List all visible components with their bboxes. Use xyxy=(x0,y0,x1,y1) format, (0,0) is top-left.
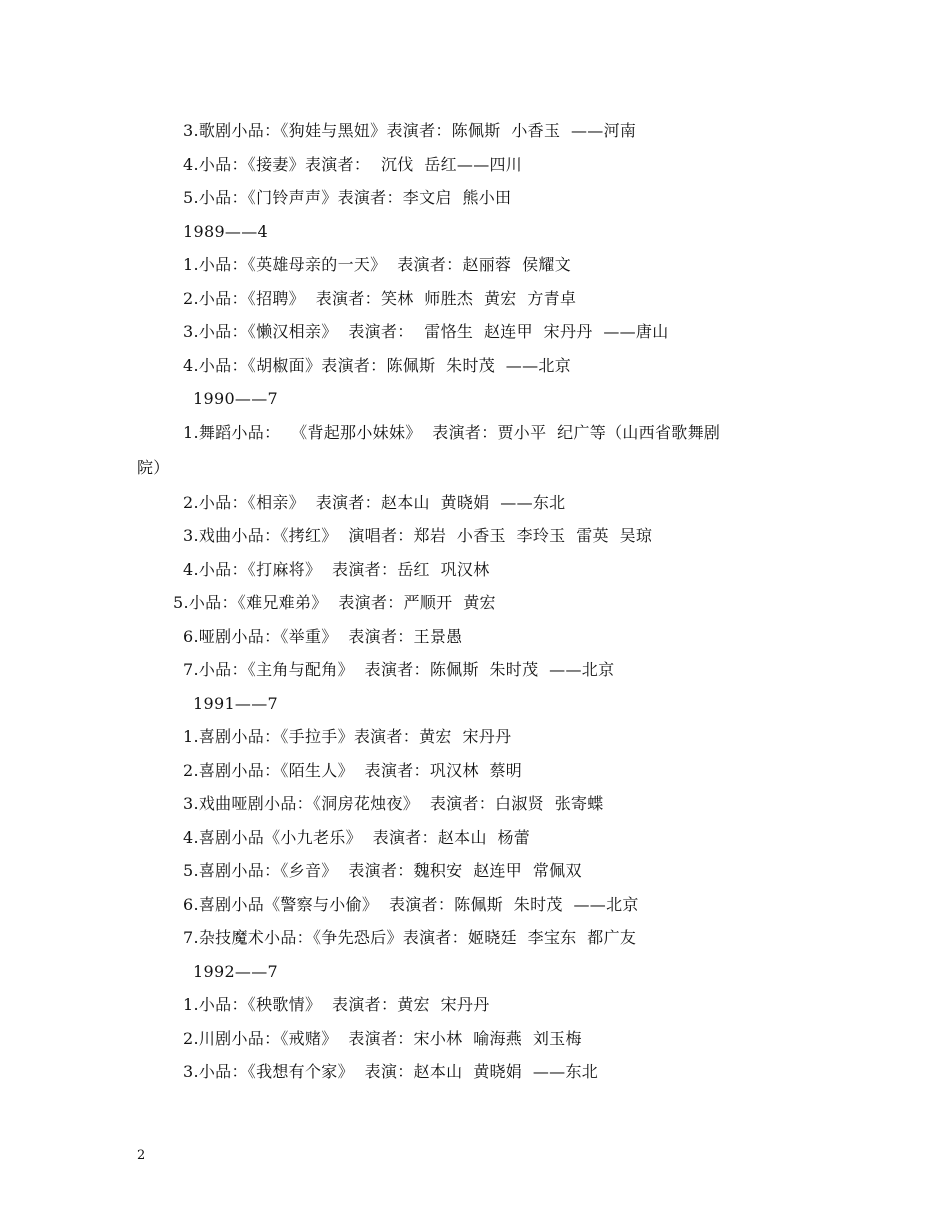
year-heading: 1991——7 xyxy=(193,694,278,713)
text-line: 2.川剧小品：《戒赌》 表演者：宋小林 喻海燕 刘玉梅 xyxy=(183,1029,582,1048)
text-line: 3.戏曲小品：《拷红》 演唱者：郑岩 小香玉 李玲玉 雷英 吴琼 xyxy=(183,526,653,545)
text-line: 3.小品：《懒汉相亲》 表演者： 雷恪生 赵连甲 宋丹丹 ——唐山 xyxy=(183,322,669,341)
text-line: 7.小品：《主角与配角》 表演者：陈佩斯 朱时茂 ——北京 xyxy=(183,660,615,679)
text-line: 3.戏曲哑剧小品：《洞房花烛夜》 表演者：白淑贤 张寄蝶 xyxy=(183,794,604,813)
text-line: 4.小品：《胡椒面》表演者：陈佩斯 朱时茂 ——北京 xyxy=(183,356,572,375)
text-line: 5.小品：《门铃声声》表演者：李文启 熊小田 xyxy=(183,188,512,207)
year-heading: 1989——4 xyxy=(183,222,268,241)
text-line: 4.小品：《接妻》表演者： 沉伐 岳红——四川 xyxy=(183,155,523,174)
text-line: 5.小品：《难兄难弟》 表演者：严顺开 黄宏 xyxy=(173,593,496,612)
text-line: 7.杂技魔术小品：《争先恐后》表演者：姬晓廷 李宝东 都广友 xyxy=(183,928,637,947)
text-line: 1.舞蹈小品： 《背起那小妹妹》 表演者：贾小平 纪广等（山西省歌舞剧 xyxy=(183,423,721,442)
text-line: 6.喜剧小品《警察与小偷》 表演者：陈佩斯 朱时茂 ——北京 xyxy=(183,895,639,914)
year-heading: 1992——7 xyxy=(193,962,278,981)
text-line: 2.小品：《招聘》 表演者：笑林 师胜杰 黄宏 方青卓 xyxy=(183,289,577,308)
text-line: 5.喜剧小品：《乡音》 表演者：魏积安 赵连甲 常佩双 xyxy=(183,861,582,880)
page-number: 2 xyxy=(137,1148,146,1163)
text-line: 3.小品：《我想有个家》 表演：赵本山 黄晓娟 ——东北 xyxy=(183,1062,599,1081)
text-line: 2.喜剧小品：《陌生人》 表演者：巩汉林 蔡明 xyxy=(183,761,523,780)
year-heading: 1990——7 xyxy=(193,389,278,408)
text-line: 4.喜剧小品《小九老乐》 表演者：赵本山 杨蕾 xyxy=(183,828,531,847)
text-line: 6.哑剧小品：《举重》 表演者：王景愚 xyxy=(183,627,463,646)
text-line: 2.小品：《相亲》 表演者：赵本山 黄晓娟 ——东北 xyxy=(183,493,566,512)
text-line: 4.小品：《打麻将》 表演者：岳红 巩汉林 xyxy=(183,560,490,579)
text-line: 院） xyxy=(137,458,170,477)
text-line: 3.歌剧小品：《狗娃与黑妞》表演者：陈佩斯 小香玉 ——河南 xyxy=(183,121,637,140)
text-line: 1.小品：《英雄母亲的一天》 表演者：赵丽蓉 侯耀文 xyxy=(183,255,572,274)
text-line: 1.喜剧小品：《手拉手》表演者：黄宏 宋丹丹 xyxy=(183,727,512,746)
text-line: 1.小品：《秧歌情》 表演者：黄宏 宋丹丹 xyxy=(183,995,490,1014)
